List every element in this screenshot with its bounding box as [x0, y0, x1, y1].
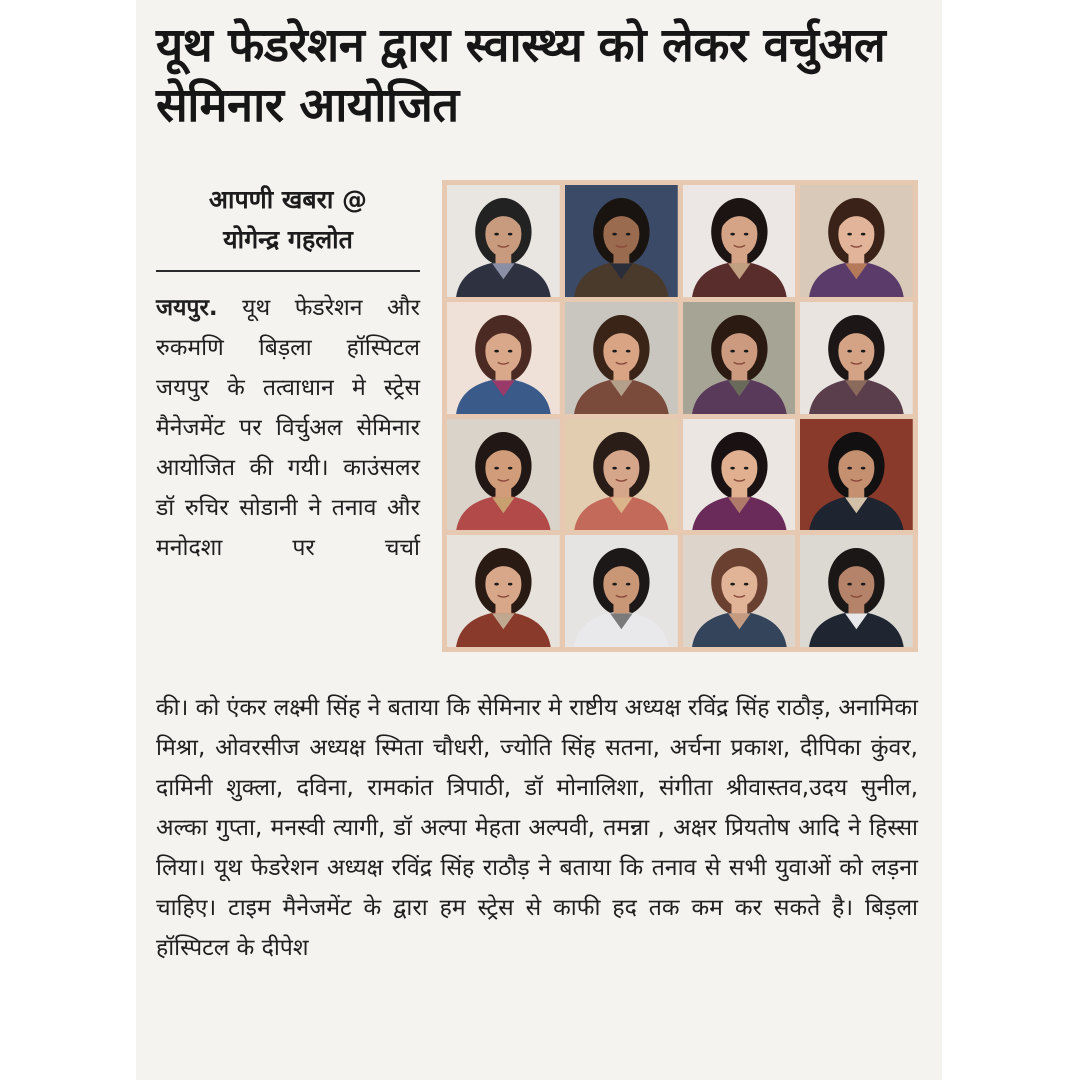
participant-photo: [800, 419, 913, 531]
article-body-text: की। को एंकर लक्ष्मी सिंह ने बताया कि सेमिनार मे राष्टीय अध्यक्ष रविंद्र सिंह राठौड़, अनामिका मिश्रा, ओवरसीज अध्यक्ष स्मिता चौधरी, ज्योति सिंह सतना, अर्चना प्रकाश, दीपिका कुंवर, दामिनी शुक्ला, दविना, रामकांत त्रिपाठी, डॉ मोनालिशा, संगीता श्रीवास्तव,उदय सुनील, अल्का गुप्ता, मनस्वी त्यागी, डॉ अल्पा मेहता अल्पवी, तमन्ना , अक्षर प्रियतोष आदि ने हिस्सा लिया। यूथ फेडरेशन अध्यक्ष रविंद्र सिंह राठौड़ ने बताया कि तनाव से सभी युवाओं को लड़ना चाहिए। टाइम मैनेजमेंट के द्वारा हम स्ट्रेस से काफी हद तक कम कर सकते है। बिड़ला हॉस्पिटल के दीपेश: [156, 695, 918, 961]
byline-divider: [156, 270, 420, 272]
participant-photo: [447, 185, 560, 297]
participant-photo-grid: [442, 180, 918, 652]
participant-photo: [565, 302, 678, 414]
column-paragraph: यूथ फेडरेशन और रुकमणि बिड़ला हॉस्पिटल जयपुर के तत्वाधान मे स्ट्रेस मैनेजमेंट पर विर्चुअल सेमिनार आयोजित की गयी। काउंसलर डॉ रुचिर सोडानी ने तनाव और मनोदशा पर चर्चा: [156, 295, 420, 561]
byline: [156, 180, 420, 260]
participant-photo: [800, 535, 913, 647]
participant-photo: [800, 185, 913, 297]
participant-photo: [565, 185, 678, 297]
participant-photo: [447, 419, 560, 531]
participant-photo: [683, 535, 796, 647]
participant-photo: [447, 302, 560, 414]
dateline: जयपुर.: [156, 295, 218, 321]
participant-photo: [565, 419, 678, 531]
article-column-text: [156, 288, 420, 568]
participant-photo: [683, 419, 796, 531]
participant-photo: [683, 302, 796, 414]
headline: यूथ फेडरेशन द्वारा स्वास्थ्य को लेकर वर्चुअल सेमिनार आयोजित: [156, 18, 886, 133]
byline-source: आपणी खबरा @: [208, 185, 368, 214]
newspaper-clipping: [136, 0, 942, 1080]
participant-photo: [447, 535, 560, 647]
participant-photo: [683, 185, 796, 297]
byline-author: योगेन्द्र गहलोत: [223, 225, 353, 254]
participant-photo: [800, 302, 913, 414]
participant-photo: [565, 535, 678, 647]
